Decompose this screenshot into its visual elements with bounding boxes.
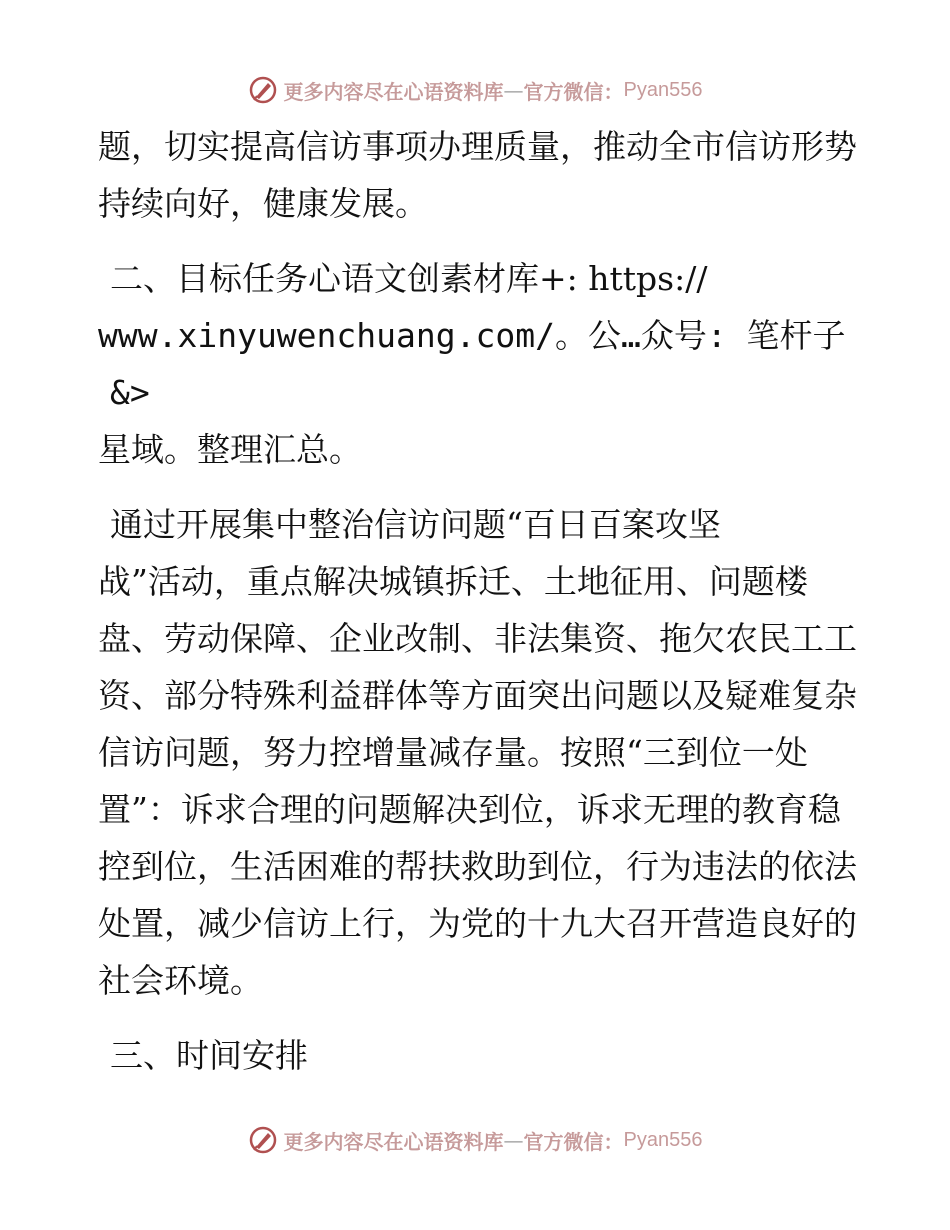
paragraph-intro: 题，切实提高信访事项办理质量，推动全市信访形势持续向好，健康发展。 <box>98 127 857 223</box>
section-heading-schedule: 三、时间安排 <box>110 1036 308 1075</box>
watermark-wechat-label: 官方微信： <box>523 1129 624 1154</box>
document-body <box>98 118 858 1102</box>
watermark-site-text: 更多内容尽在心语资料库 <box>283 1129 504 1154</box>
heading-goals-line2: www.xinyuwenchuang.com/。公…众号: 笔杆子&> <box>98 316 846 412</box>
quill-logo-icon <box>248 75 278 105</box>
heading-goals-line1: 二、目标任务心语文创素材库+: https:// <box>110 259 708 298</box>
header-watermark <box>0 70 950 110</box>
paragraph-campaign <box>98 496 858 1009</box>
campaign-line1: 通过开展集中整治信访问题“百日百案攻坚 <box>110 505 721 544</box>
quill-logo-icon <box>248 1125 278 1155</box>
campaign-rest: 战”活动，重点解决城镇拆迁、土地征用、问题楼盘、劳动保障、企业改制、非法集资、拖欠农民工工资、部分特殊利益群体等方面突出问题以及疑难复杂信访问题，努力控增量减存量。按照“三到位一处置”：诉求合理的问题解决到位，诉求无理的教育稳控到位，生活困难的帮扶救助到位，行为违法的依法处置，减少信访上行，为党的十九大召开营造良好的社会环境。 <box>98 562 857 1000</box>
watermark-site-text: 更多内容尽在心语资料库 <box>283 79 504 104</box>
section-heading-goals <box>98 250 858 478</box>
watermark-dash: — <box>503 78 524 102</box>
watermark-dash: — <box>503 1128 524 1152</box>
watermark-wechat-id: Pyan556 <box>623 78 703 101</box>
watermark-wechat-id: Pyan556 <box>623 1128 703 1151</box>
footer-watermark <box>0 1120 950 1160</box>
watermark-wechat-label: 官方微信： <box>523 79 624 104</box>
heading-goals-line3: 星域。整理汇总。 <box>98 430 362 469</box>
